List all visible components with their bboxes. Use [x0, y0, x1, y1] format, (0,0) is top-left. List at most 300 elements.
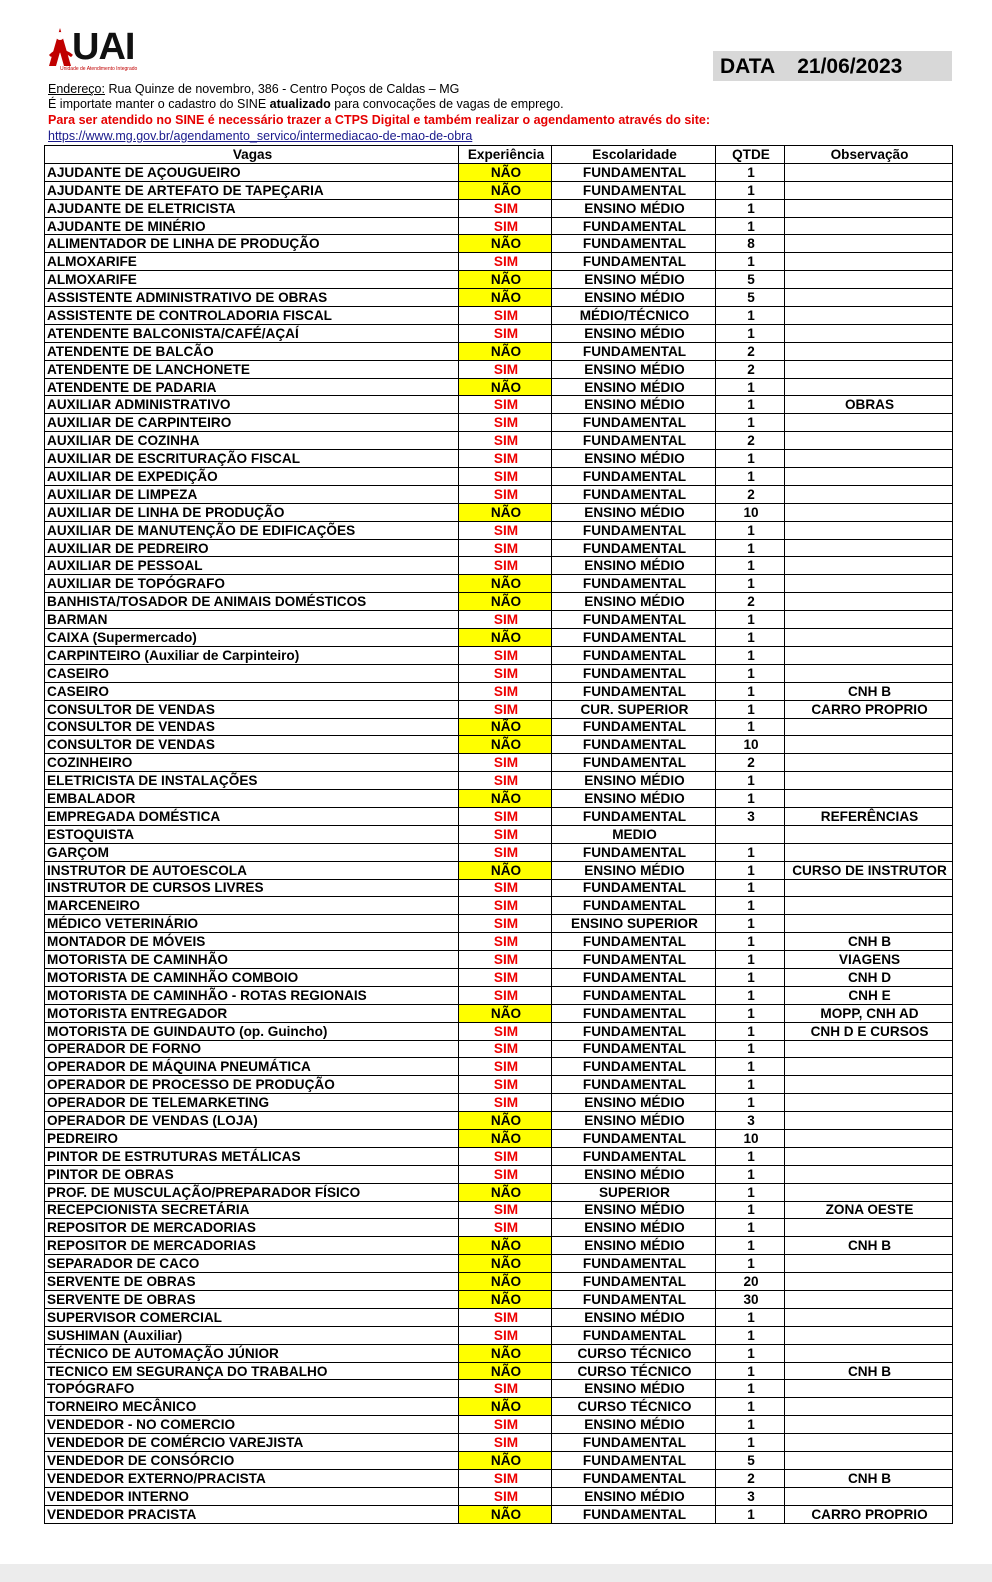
cell-escolaridade: FUNDAMENTAL	[552, 754, 716, 772]
table-row	[45, 593, 953, 611]
cell-observacao	[785, 843, 953, 861]
cell-vaga: ATENDENTE DE PADARIA	[45, 378, 459, 396]
cell-qtde: 1	[716, 1434, 785, 1452]
table-row	[45, 253, 953, 271]
cell-vaga: ALIMENTADOR DE LINHA DE PRODUÇÃO	[45, 235, 459, 253]
table-row	[45, 468, 953, 486]
cell-observacao	[785, 1112, 953, 1130]
cell-vaga: MOTORISTA DE GUINDAUTO (op. Guincho)	[45, 1022, 459, 1040]
cell-vaga: PINTOR DE ESTRUTURAS METÁLICAS	[45, 1147, 459, 1165]
cell-qtde: 1	[716, 861, 785, 879]
table-row	[45, 1398, 953, 1416]
cell-experiencia: SIM	[459, 1165, 552, 1183]
cell-observacao	[785, 468, 953, 486]
col-header-qtde: QTDE	[716, 146, 785, 164]
cell-vaga: AUXILIAR DE ESCRITURAÇÃO FISCAL	[45, 450, 459, 468]
cell-qtde: 1	[716, 557, 785, 575]
cell-escolaridade: ENSINO MÉDIO	[552, 790, 716, 808]
cell-observacao	[785, 825, 953, 843]
table-row	[45, 879, 953, 897]
agendamento-link[interactable]: https://www.mg.gov.br/agendamento_servico/intermediacao-de-mao-de-obra	[48, 129, 473, 143]
cell-vaga: AJUDANTE DE AÇOUGUEIRO	[45, 163, 459, 181]
cell-escolaridade: FUNDAMENTAL	[552, 646, 716, 664]
table-row	[45, 1434, 953, 1452]
cell-qtde: 1	[716, 1058, 785, 1076]
cell-experiencia: NÃO	[459, 718, 552, 736]
cell-escolaridade: FUNDAMENTAL	[552, 1058, 716, 1076]
table-row	[45, 1291, 953, 1309]
cell-observacao	[785, 1255, 953, 1273]
cell-observacao	[785, 1452, 953, 1470]
cell-qtde: 1	[716, 1004, 785, 1022]
cell-vaga: VENDEDOR - NO COMERCIO	[45, 1416, 459, 1434]
cell-observacao: CNH B	[785, 1237, 953, 1255]
cell-qtde: 1	[716, 468, 785, 486]
cell-escolaridade: ENSINO MÉDIO	[552, 1201, 716, 1219]
table-row	[45, 790, 953, 808]
table-row	[45, 450, 953, 468]
date-value: 21/06/2023	[797, 55, 903, 78]
cell-experiencia: NÃO	[459, 1452, 552, 1470]
table-row	[45, 700, 953, 718]
cell-escolaridade: FUNDAMENTAL	[552, 807, 716, 825]
table-row	[45, 646, 953, 664]
table-row	[45, 1129, 953, 1147]
table-row	[45, 342, 953, 360]
cell-experiencia: SIM	[459, 1434, 552, 1452]
cell-qtde: 1	[716, 968, 785, 986]
cell-vaga: TECNICO EM SEGURANÇA DO TRABALHO	[45, 1362, 459, 1380]
logo-text: UAI	[72, 26, 135, 68]
cell-qtde: 1	[716, 1183, 785, 1201]
table-row	[45, 432, 953, 450]
cell-escolaridade: ENSINO MÉDIO	[552, 450, 716, 468]
cell-vaga: PEDREIRO	[45, 1129, 459, 1147]
cell-qtde: 2	[716, 342, 785, 360]
cell-vaga: TOPÓGRAFO	[45, 1380, 459, 1398]
cell-experiencia: SIM	[459, 217, 552, 235]
cell-vaga: ELETRICISTA DE INSTALAÇÕES	[45, 772, 459, 790]
cell-experiencia: NÃO	[459, 1237, 552, 1255]
cell-observacao	[785, 1040, 953, 1058]
cell-experiencia: SIM	[459, 432, 552, 450]
cell-qtde: 1	[716, 1147, 785, 1165]
table-row	[45, 611, 953, 629]
cell-qtde	[716, 825, 785, 843]
cell-qtde: 1	[716, 217, 785, 235]
cell-observacao	[785, 289, 953, 307]
cell-observacao	[785, 1219, 953, 1237]
cell-experiencia: SIM	[459, 1380, 552, 1398]
cell-experiencia: NÃO	[459, 1291, 552, 1309]
cell-vaga: COZINHEIRO	[45, 754, 459, 772]
cell-qtde: 1	[716, 1076, 785, 1094]
cell-observacao	[785, 1487, 953, 1505]
cell-escolaridade: FUNDAMENTAL	[552, 163, 716, 181]
cell-observacao	[785, 485, 953, 503]
cell-qtde: 1	[716, 790, 785, 808]
cell-vaga: VENDEDOR EXTERNO/PRACISTA	[45, 1469, 459, 1487]
table-row	[45, 968, 953, 986]
cell-vaga: AUXILIAR DE COZINHA	[45, 432, 459, 450]
cell-experiencia: SIM	[459, 611, 552, 629]
cell-qtde: 1	[716, 378, 785, 396]
cell-experiencia: SIM	[459, 754, 552, 772]
cell-observacao: CNH B	[785, 682, 953, 700]
cell-qtde: 1	[716, 1326, 785, 1344]
cell-escolaridade: MEDIO	[552, 825, 716, 843]
cell-escolaridade: FUNDAMENTAL	[552, 1434, 716, 1452]
cell-qtde: 1	[716, 539, 785, 557]
col-header-observacao: Observação	[785, 146, 953, 164]
cell-experiencia: SIM	[459, 324, 552, 342]
cell-vaga: SERVENTE DE OBRAS	[45, 1291, 459, 1309]
cell-observacao	[785, 1326, 953, 1344]
cell-vaga: AJUDANTE DE MINÉRIO	[45, 217, 459, 235]
cell-escolaridade: ENSINO MÉDIO	[552, 1237, 716, 1255]
table-row	[45, 1076, 953, 1094]
cell-vaga: SERVENTE DE OBRAS	[45, 1273, 459, 1291]
cell-experiencia: NÃO	[459, 861, 552, 879]
notice-text-end: para convocações de vagas de emprego.	[330, 97, 564, 111]
cell-experiencia: NÃO	[459, 163, 552, 181]
cell-qtde: 1	[716, 1344, 785, 1362]
cell-qtde: 1	[716, 1165, 785, 1183]
cell-observacao: CARRO PROPRIO	[785, 700, 953, 718]
table-row	[45, 1380, 953, 1398]
cell-qtde: 10	[716, 1129, 785, 1147]
cell-experiencia: NÃO	[459, 1273, 552, 1291]
cell-qtde: 1	[716, 843, 785, 861]
date-label: DATA	[720, 55, 776, 78]
cell-observacao	[785, 253, 953, 271]
cell-escolaridade: FUNDAMENTAL	[552, 897, 716, 915]
cell-vaga: ALMOXARIFE	[45, 253, 459, 271]
cell-qtde: 1	[716, 1022, 785, 1040]
cell-experiencia: SIM	[459, 1147, 552, 1165]
cell-qtde: 2	[716, 360, 785, 378]
cell-experiencia: NÃO	[459, 1129, 552, 1147]
table-row	[45, 1273, 953, 1291]
cell-qtde: 1	[716, 664, 785, 682]
cell-escolaridade: ENSINO MÉDIO	[552, 1219, 716, 1237]
table-row	[45, 503, 953, 521]
cell-observacao	[785, 772, 953, 790]
cell-observacao	[785, 879, 953, 897]
cell-qtde: 2	[716, 485, 785, 503]
cell-experiencia: NÃO	[459, 575, 552, 593]
cell-escolaridade: FUNDAMENTAL	[552, 951, 716, 969]
col-header-vagas: Vagas	[45, 146, 459, 164]
cell-experiencia: SIM	[459, 1219, 552, 1237]
cell-qtde: 1	[716, 1255, 785, 1273]
cell-experiencia: SIM	[459, 772, 552, 790]
cell-vaga: AUXILIAR DE CARPINTEIRO	[45, 414, 459, 432]
cell-escolaridade: FUNDAMENTAL	[552, 933, 716, 951]
cell-experiencia: SIM	[459, 843, 552, 861]
cell-vaga: ASSISTENTE DE CONTROLADORIA FISCAL	[45, 307, 459, 325]
cell-vaga: ASSISTENTE ADMINISTRATIVO DE OBRAS	[45, 289, 459, 307]
table-row	[45, 1308, 953, 1326]
cell-experiencia: NÃO	[459, 271, 552, 289]
cell-vaga: AUXILIAR DE EXPEDIÇÃO	[45, 468, 459, 486]
table-row	[45, 181, 953, 199]
cell-experiencia: SIM	[459, 414, 552, 432]
table-row	[45, 843, 953, 861]
cell-observacao	[785, 432, 953, 450]
cell-escolaridade: FUNDAMENTAL	[552, 181, 716, 199]
cell-observacao	[785, 557, 953, 575]
table-row	[45, 754, 953, 772]
table-row	[45, 1487, 953, 1505]
cell-qtde: 20	[716, 1273, 785, 1291]
cell-escolaridade: FUNDAMENTAL	[552, 1505, 716, 1523]
cell-escolaridade: FUNDAMENTAL	[552, 1004, 716, 1022]
cell-vaga: PINTOR DE OBRAS	[45, 1165, 459, 1183]
cell-qtde: 1	[716, 1362, 785, 1380]
cell-vaga: ESTOQUISTA	[45, 825, 459, 843]
cell-escolaridade: FUNDAMENTAL	[552, 986, 716, 1004]
cell-experiencia: NÃO	[459, 181, 552, 199]
notice-line	[48, 97, 564, 111]
cell-observacao	[785, 521, 953, 539]
cell-vaga: AUXILIAR ADMINISTRATIVO	[45, 396, 459, 414]
cell-escolaridade: CURSO TÉCNICO	[552, 1398, 716, 1416]
cell-vaga: INSTRUTOR DE CURSOS LIVRES	[45, 879, 459, 897]
cell-vaga: ATENDENTE DE LANCHONETE	[45, 360, 459, 378]
cell-experiencia: NÃO	[459, 235, 552, 253]
cell-vaga: CARPINTEIRO (Auxiliar de Carpinteiro)	[45, 646, 459, 664]
cell-vaga: VENDEDOR DE CONSÓRCIO	[45, 1452, 459, 1470]
cell-vaga: ATENDENTE DE BALCÃO	[45, 342, 459, 360]
cell-escolaridade: ENSINO MÉDIO	[552, 503, 716, 521]
cell-observacao	[785, 646, 953, 664]
table-row	[45, 1219, 953, 1237]
cell-qtde: 1	[716, 1094, 785, 1112]
cell-escolaridade: ENSINO MÉDIO	[552, 1094, 716, 1112]
cell-vaga: AUXILIAR DE PESSOAL	[45, 557, 459, 575]
cell-experiencia: SIM	[459, 199, 552, 217]
cell-escolaridade: FUNDAMENTAL	[552, 736, 716, 754]
address-line	[48, 82, 459, 96]
cell-experiencia: NÃO	[459, 1362, 552, 1380]
cell-qtde: 3	[716, 1112, 785, 1130]
cell-observacao	[785, 1129, 953, 1147]
cell-observacao	[785, 1380, 953, 1398]
cell-observacao	[785, 360, 953, 378]
date-box	[713, 51, 952, 81]
cell-experiencia: SIM	[459, 986, 552, 1004]
cell-experiencia: SIM	[459, 1201, 552, 1219]
cell-escolaridade: FUNDAMENTAL	[552, 414, 716, 432]
cell-experiencia: SIM	[459, 1487, 552, 1505]
cell-qtde: 3	[716, 807, 785, 825]
cell-escolaridade: FUNDAMENTAL	[552, 682, 716, 700]
cell-experiencia: SIM	[459, 450, 552, 468]
cell-vaga: CASEIRO	[45, 682, 459, 700]
cell-escolaridade: ENSINO MÉDIO	[552, 1112, 716, 1130]
table-row	[45, 539, 953, 557]
table-row	[45, 718, 953, 736]
table-row	[45, 307, 953, 325]
cell-escolaridade: ENSINO MÉDIO	[552, 1308, 716, 1326]
cell-observacao	[785, 754, 953, 772]
cell-experiencia: NÃO	[459, 629, 552, 647]
table-row	[45, 1326, 953, 1344]
cell-escolaridade: FUNDAMENTAL	[552, 468, 716, 486]
cell-escolaridade: SUPERIOR	[552, 1183, 716, 1201]
cell-escolaridade: FUNDAMENTAL	[552, 664, 716, 682]
cell-qtde: 1	[716, 1380, 785, 1398]
cell-observacao	[785, 271, 953, 289]
cell-qtde: 1	[716, 1505, 785, 1523]
table-row	[45, 557, 953, 575]
cell-escolaridade: FUNDAMENTAL	[552, 432, 716, 450]
table-row	[45, 736, 953, 754]
cell-escolaridade: FUNDAMENTAL	[552, 485, 716, 503]
cell-qtde: 3	[716, 1487, 785, 1505]
cell-observacao: CNH B	[785, 933, 953, 951]
cell-observacao	[785, 307, 953, 325]
table-row	[45, 1094, 953, 1112]
cell-qtde: 1	[716, 1201, 785, 1219]
cell-vaga: MOTORISTA DE CAMINHÃO - ROTAS REGIONAIS	[45, 986, 459, 1004]
cell-observacao	[785, 217, 953, 235]
cell-escolaridade: FUNDAMENTAL	[552, 1273, 716, 1291]
cell-vaga: OPERADOR DE TELEMARKETING	[45, 1094, 459, 1112]
cell-qtde: 1	[716, 700, 785, 718]
cell-vaga: AUXILIAR DE MANUTENÇÃO DE EDIFICAÇÕES	[45, 521, 459, 539]
cell-experiencia: SIM	[459, 1076, 552, 1094]
cell-observacao: MOPP, CNH AD	[785, 1004, 953, 1022]
cell-qtde: 1	[716, 986, 785, 1004]
cell-qtde: 1	[716, 629, 785, 647]
cell-qtde: 1	[716, 253, 785, 271]
cell-escolaridade: MÉDIO/TÉCNICO	[552, 307, 716, 325]
cell-vaga: VENDEDOR INTERNO	[45, 1487, 459, 1505]
table-row	[45, 1201, 953, 1219]
cell-experiencia: SIM	[459, 1022, 552, 1040]
cell-qtde: 1	[716, 879, 785, 897]
cell-qtde: 10	[716, 736, 785, 754]
cell-vaga: AUXILIAR DE LINHA DE PRODUÇÃO	[45, 503, 459, 521]
cell-observacao: CURSO DE INSTRUTOR	[785, 861, 953, 879]
cell-vaga: OPERADOR DE VENDAS (LOJA)	[45, 1112, 459, 1130]
cell-escolaridade: ENSINO MÉDIO	[552, 1165, 716, 1183]
table-row	[45, 414, 953, 432]
cell-experiencia: SIM	[459, 682, 552, 700]
cell-experiencia: NÃO	[459, 1112, 552, 1130]
cell-qtde: 1	[716, 1308, 785, 1326]
cell-observacao	[785, 163, 953, 181]
cell-observacao	[785, 1058, 953, 1076]
cell-observacao: VIAGENS	[785, 951, 953, 969]
cell-experiencia: SIM	[459, 879, 552, 897]
cell-observacao	[785, 1183, 953, 1201]
cell-vaga: VENDEDOR DE COMÉRCIO VAREJISTA	[45, 1434, 459, 1452]
cell-qtde: 1	[716, 414, 785, 432]
cell-qtde: 1	[716, 199, 785, 217]
cell-vaga: EMPREGADA DOMÉSTICA	[45, 807, 459, 825]
cell-vaga: OPERADOR DE FORNO	[45, 1040, 459, 1058]
cell-escolaridade: FUNDAMENTAL	[552, 342, 716, 360]
cell-observacao: CNH B	[785, 1469, 953, 1487]
cell-vaga: BARMAN	[45, 611, 459, 629]
cell-qtde: 5	[716, 289, 785, 307]
cell-observacao	[785, 736, 953, 754]
cell-escolaridade: ENSINO MÉDIO	[552, 199, 716, 217]
cell-vaga: AJUDANTE DE ELETRICISTA	[45, 199, 459, 217]
cell-observacao	[785, 664, 953, 682]
table-row	[45, 986, 953, 1004]
table-row	[45, 324, 953, 342]
cell-vaga: MÉDICO VETERINÁRIO	[45, 915, 459, 933]
cell-vaga: OPERADOR DE PROCESSO DE PRODUÇÃO	[45, 1076, 459, 1094]
cell-experiencia: SIM	[459, 396, 552, 414]
cell-escolaridade: FUNDAMENTAL	[552, 1291, 716, 1309]
cell-qtde: 1	[716, 646, 785, 664]
cell-vaga: VENDEDOR PRACISTA	[45, 1505, 459, 1523]
cell-qtde: 1	[716, 307, 785, 325]
cell-experiencia: NÃO	[459, 503, 552, 521]
cell-qtde: 2	[716, 754, 785, 772]
cell-escolaridade: ENSINO MÉDIO	[552, 1487, 716, 1505]
cell-experiencia: NÃO	[459, 289, 552, 307]
cell-observacao	[785, 199, 953, 217]
cell-observacao	[785, 1308, 953, 1326]
cell-experiencia: SIM	[459, 933, 552, 951]
cell-escolaridade: FUNDAMENTAL	[552, 968, 716, 986]
cell-observacao	[785, 181, 953, 199]
table-row	[45, 933, 953, 951]
cell-observacao	[785, 1344, 953, 1362]
cell-experiencia: SIM	[459, 951, 552, 969]
cell-experiencia: NÃO	[459, 378, 552, 396]
cell-qtde: 2	[716, 1469, 785, 1487]
cell-experiencia: SIM	[459, 360, 552, 378]
cell-observacao: CNH D E CURSOS	[785, 1022, 953, 1040]
table-row	[45, 951, 953, 969]
cell-escolaridade: ENSINO MÉDIO	[552, 289, 716, 307]
cell-experiencia: SIM	[459, 1326, 552, 1344]
table-row	[45, 1112, 953, 1130]
cell-qtde: 1	[716, 951, 785, 969]
cell-escolaridade: FUNDAMENTAL	[552, 611, 716, 629]
table-row	[45, 1255, 953, 1273]
cell-observacao	[785, 1076, 953, 1094]
cell-observacao	[785, 897, 953, 915]
cell-vaga: ALMOXARIFE	[45, 271, 459, 289]
cell-vaga: CONSULTOR DE VENDAS	[45, 718, 459, 736]
cell-observacao	[785, 790, 953, 808]
table-row	[45, 1147, 953, 1165]
cell-vaga: MARCENEIRO	[45, 897, 459, 915]
cell-experiencia: SIM	[459, 1058, 552, 1076]
cell-escolaridade: FUNDAMENTAL	[552, 1129, 716, 1147]
table-row	[45, 271, 953, 289]
table-row	[45, 807, 953, 825]
cell-observacao	[785, 342, 953, 360]
cell-vaga: TORNEIRO MECÂNICO	[45, 1398, 459, 1416]
cell-escolaridade: FUNDAMENTAL	[552, 253, 716, 271]
cell-vaga: INSTRUTOR DE AUTOESCOLA	[45, 861, 459, 879]
table-row	[45, 897, 953, 915]
cell-escolaridade: FUNDAMENTAL	[552, 217, 716, 235]
cell-observacao	[785, 915, 953, 933]
cell-experiencia: NÃO	[459, 1255, 552, 1273]
table-row	[45, 1022, 953, 1040]
cell-experiencia: SIM	[459, 825, 552, 843]
